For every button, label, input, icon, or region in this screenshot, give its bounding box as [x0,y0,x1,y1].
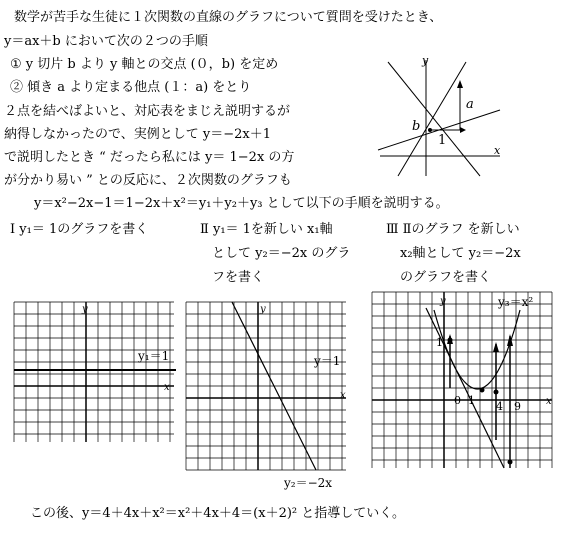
equation-line: y＝x²−2x−1＝1−2x＋x²＝y₁＋y₂＋y₃ として以下の手順を説明する。 [34,196,449,211]
top-y-label: y [422,54,429,67]
intro-line-1: 数学が苦手な生徒に１次関数の直線のグラフについて質問を受けたとき、 [14,10,443,25]
step-2-text-c: フを書く [212,270,265,285]
top-line-1 [388,62,480,176]
graph-2-sloped-label: y₂＝−2x [284,476,333,490]
top-x-label: x [494,144,501,157]
graph-2-x-label: x [340,390,346,401]
graph-1-y-label: y [82,304,88,315]
top-figure [370,50,560,180]
intro-line-6: 納得しなかったので、実例として y＝−2x＋1 [4,127,271,142]
top-line-2 [398,62,466,176]
graph-2-y-label: y [260,304,266,315]
graph-3-zero: 0 [454,394,461,407]
graph-3-one-y: 1 [436,336,443,349]
top-run-arrowhead [460,127,466,133]
step-1-text: Ⅰ y₁＝ 1のグラフを書く [10,222,149,237]
graph-3-one-x: 1 [468,394,475,407]
intro-line-2: y＝ax＋b において次の２つの手順 [4,34,208,49]
top-one-label: 1 [438,133,447,148]
graph-3 [372,292,558,474]
top-b-label: b [412,119,421,134]
intro-line-7: で説明したとき “ だったら私には y＝ 1−2x の方 [4,150,295,165]
step-2-text-a: Ⅱ y₁＝ 1を新しい x₁軸 [200,222,333,237]
top-a-label: a [466,97,474,112]
intro-line-8: が分かり易い ” との反応に、２次関数のグラフも [4,173,292,188]
step-2-text-b: として y₂＝−2x のグラ [212,246,351,261]
graph-1-line-label: y₁＝1 [138,349,170,363]
graph-3-four: 4 [496,400,503,413]
graph-2-grid [186,302,346,470]
graph-1-grid [14,302,174,442]
graph-1-x-label: x [164,382,170,393]
footer-text: この後、y＝4＋4x＋x²＝x²＋4x＋4＝(x＋2)² と指導していく。 [30,506,406,521]
graph-3-point-1 [448,338,453,343]
step-3-text-c: のグラフを書く [400,270,492,285]
graph-3-vertex [480,388,485,393]
graph-2-line-label: y＝1 [314,354,341,368]
graph-2 [186,302,352,492]
graph-3-grid [372,292,552,468]
graph-1 [14,302,180,452]
top-point-b [428,128,432,132]
top-rise-arrowhead [457,80,463,88]
graph-3-x-label: x [546,396,552,407]
graph-3-nine: 9 [514,400,521,413]
step-3-text-a: Ⅲ Ⅱのグラフ を新しい [386,222,520,237]
intro-line-5: ２点を結べばよいと、対応表をまじえ説明するが [4,104,291,119]
graph-3-arrowhead-2 [493,342,499,352]
step-3-text-b: x₂軸として y₂＝−2x [400,246,521,261]
intro-step-2: ② 傾き a より定まる他点 (１：a) をとり [10,80,252,95]
graph-3-y-label: y [440,296,446,307]
intro-step-1: ① y 切片 b より y 軸との交点 (０，b) を定め [10,57,279,72]
graph-3-point-4 [494,390,499,395]
graph-3-parabola [434,310,520,389]
graph-3-curve-label: y₃＝x² [498,295,534,309]
graph-3-point-low [508,460,513,465]
